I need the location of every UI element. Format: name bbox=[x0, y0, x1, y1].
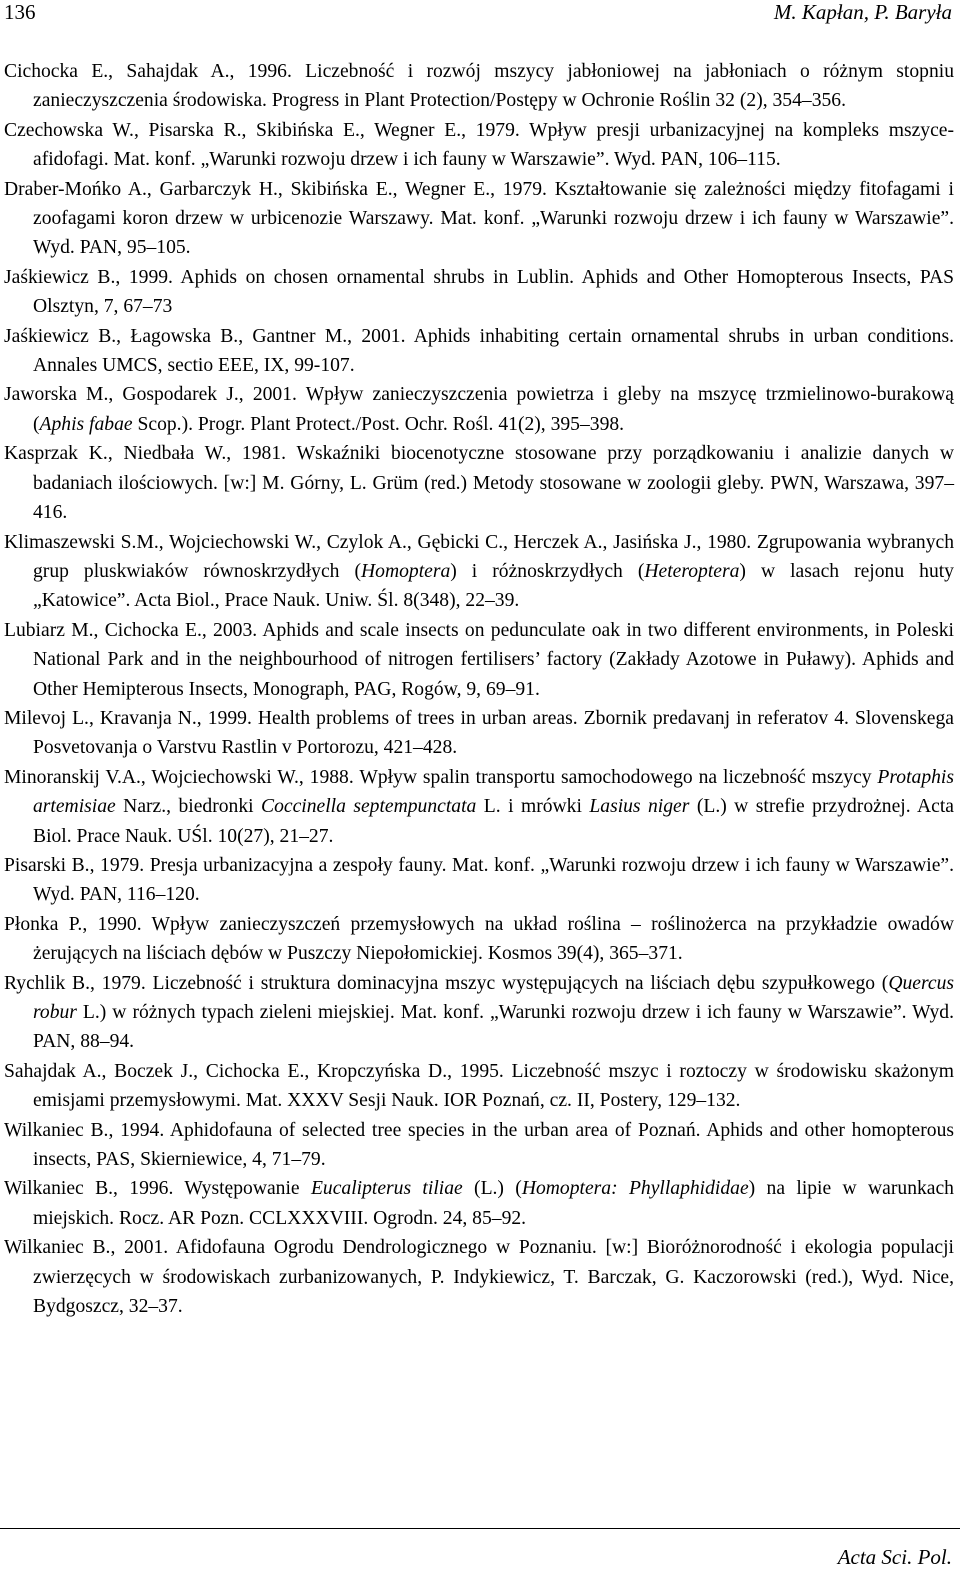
running-head-authors: M. Kapłan, P. Baryła bbox=[773, 0, 952, 24]
reference-text: Czechowska W., Pisarska R., Skibińska E., Wegner E., 1979. Wpływ presji urbanizacyjnej na kompleks mszyce-afidofagi. Mat. konf. „Warunki rozwoju drzew i ich fauny w Warszawie”. Wyd. PAN, 106–115. bbox=[4, 119, 954, 171]
reference-text: L. i mrówki bbox=[476, 796, 590, 818]
reference-text: Wilkaniec B., 1996. Występowanie bbox=[4, 1178, 311, 1200]
reference-text: Jaśkiewicz B., 1999. Aphids on chosen ornamental shrubs in Lublin. Aphids and Other Homopterous Insects, PAS Olsztyn, 7, 67–73 bbox=[4, 266, 954, 318]
reference-text: Jaśkiewicz B., Łagowska B., Gantner M., 2001. Aphids inhabiting certain ornamental shrubs in urban conditions. Annales UMCS, sectio EEE, IX, 99-107. bbox=[4, 325, 954, 377]
reference-entry bbox=[4, 910, 954, 969]
reference-text: Milevoj L., Kravanja N., 1999. Health problems of trees in urban areas. Zbornik predavanj in referatov 4. Slovenskega Posvetovanja o Varstvu Rastlin v Portorozu, 421–428. bbox=[4, 707, 954, 759]
reference-entry bbox=[4, 1116, 954, 1175]
reference-text: Kasprzak K., Niedbała W., 1981. Wskaźniki biocenotyczne stosowane przy porządkowaniu i analizie danych w badaniach ilościowych. [w:] M. Górny, L. Grüm (red.) Metody stosowane w zoologii gleby. PWN, Warszawa, 397–416. bbox=[4, 443, 954, 524]
reference-italic-text: Protaphis artemisiae bbox=[33, 766, 954, 818]
reference-text: ) i różnoskrzydłych ( bbox=[450, 560, 645, 582]
reference-italic-text: Homoptera: Phyllaphididae bbox=[521, 1178, 749, 1200]
reference-text: Draber-Mońko A., Garbarczyk H., Skibińska E., Wegner E., 1979. Kształtowanie się zależności między fitofagami i zoofagami koron drzew w urbicenozie Warszawy. Mat. konf. „Warunki rozwoju drzew i ich fauny w Warszawie”. Wyd. PAN, 95–105. bbox=[4, 178, 954, 259]
reference-italic-text: Eucalipterus tiliae bbox=[310, 1178, 463, 1200]
reference-text: Płonka P., 1990. Wpływ zanieczyszczeń przemysłowych na układ roślina – roślinożerca na przykładzie owadów żerujących na liściach dębów w Puszczy Niepołomickiej. Kosmos 39(4), 365–371. bbox=[4, 913, 954, 965]
reference-entry bbox=[4, 616, 954, 704]
reference-entry bbox=[4, 1174, 954, 1233]
reference-text: Wilkaniec B., 1994. Aphidofauna of selected tree species in the urban area of Poznań. Aphids and other homopterous insects, PAS, Skierniewice, 4, 71–79. bbox=[4, 1119, 954, 1171]
reference-entry bbox=[4, 704, 954, 763]
reference-entry bbox=[4, 57, 954, 116]
reference-text: ) w lasach rejonu huty „Katowice”. Acta Biol., Prace Nauk. Uniw. Śl. 8(348), 22–39. bbox=[33, 560, 954, 612]
reference-text: (L.) ( bbox=[462, 1178, 522, 1200]
reference-text: Cichocka E., Sahajdak A., 1996. Liczebność i rozwój mszycy jabłoniowej na jabłoniach o różnym stopniu zanieczyszczenia środowiska. Progress in Plant Protection/Postępy w Ochronie Roślin 32 (2), 354–356. bbox=[4, 61, 954, 112]
footer-divider bbox=[0, 1528, 960, 1529]
reference-text: Klimaszewski S.M., Wojciechowski W., Czylok A., Gębicki C., Herczek A., Jasińska J., 1980. Zgrupowania wybranych grup pluskwiaków równoskrzydłych ( bbox=[4, 531, 954, 582]
reference-entry bbox=[4, 851, 954, 910]
page-number: 136 bbox=[4, 0, 36, 24]
footer-journal-name: Acta Sci. Pol. bbox=[837, 1545, 952, 1569]
reference-italic-text: Quercus robur bbox=[33, 972, 954, 1023]
reference-italic-text: Aphis fabae bbox=[39, 413, 133, 435]
reference-text: Minoranskij V.A., Wojciechowski W., 1988. Wpływ spalin transportu samochodowego na liczebność mszycy bbox=[4, 766, 878, 788]
reference-entry bbox=[4, 175, 954, 263]
reference-entry bbox=[4, 763, 954, 851]
reference-entry bbox=[4, 1233, 954, 1321]
reference-italic-text: Coccinella septempunctata bbox=[261, 796, 477, 818]
reference-list bbox=[4, 57, 954, 1321]
reference-text: L.) w różnych typach zieleni miejskiej. Mat. konf. „Warunki rozwoju drzew i ich fauny w Warszawie”. Wyd. PAN, 88–94. bbox=[33, 1002, 954, 1053]
reference-text: (L.) w strefie przydrożnej. Acta Biol. Prace Nauk. UŚl. 10(27), 21–27. bbox=[33, 796, 954, 847]
reference-entry bbox=[4, 263, 954, 322]
reference-entry bbox=[4, 1057, 954, 1116]
reference-text: Sahajdak A., Boczek J., Cichocka E., Kropczyńska D., 1995. Liczebność mszyc i roztoczy w środowisku skażonym emisjami przemysłowymi. Mat. XXXV Sesji Nauk. IOR Poznań, cz. II, Postery, 129–132. bbox=[4, 1060, 954, 1112]
reference-entry bbox=[4, 116, 954, 175]
reference-entry bbox=[4, 322, 954, 381]
reference-italic-text: Homoptera bbox=[361, 560, 451, 582]
reference-text: Scop.). Progr. Plant Protect./Post. Ochr. Rośl. 41(2), 395–398. bbox=[132, 413, 625, 435]
reference-text: Pisarski B., 1979. Presja urbanizacyjna a zespoły fauny. Mat. konf. „Warunki rozwoju drzew i ich fauny w Warszawie”. Wyd. PAN, 116–120. bbox=[4, 854, 954, 906]
reference-entry bbox=[4, 528, 954, 616]
reference-entry bbox=[4, 969, 954, 1057]
reference-text: Rychlik B., 1979. Liczebność i struktura dominacyjna mszyc występujących na liściach dębu szypułkowego ( bbox=[4, 972, 889, 994]
reference-text: Wilkaniec B., 2001. Afidofauna Ogrodu Dendrologicznego w Poznaniu. [w:] Bioróżnorodność i ekologia populacji zwierzęcych w środowiskach zurbanizowanych, P. Indykiewicz, T. Barczak, G. Kaczorowski (red.), Wyd. Nice, Bydgoszcz, 32–37. bbox=[4, 1237, 954, 1318]
reference-entry bbox=[4, 439, 954, 527]
reference-italic-text: Lasius niger bbox=[589, 796, 690, 818]
reference-text: Jaworska M., Gospodarek J., 2001. Wpływ zanieczyszczenia powietrza i gleby na mszycę trzmielinowo-burakową ( bbox=[4, 384, 954, 435]
reference-text: Narz., biedronki bbox=[115, 796, 262, 818]
page-header bbox=[4, 0, 952, 28]
reference-italic-text: Heteroptera bbox=[644, 560, 740, 582]
reference-text: Lubiarz M., Cichocka E., 2003. Aphids and scale insects on pedunculate oak in two different environments, in Poleski National Park and in the neighbourhood of nitrogen fertilisers’ factory (Zakłady Azotowe in Puławy). Aphids and Other Hemipterous Insects, Monograph, PAG, Rogów, 9, 69–91. bbox=[4, 619, 954, 700]
reference-text: ) na lipie w warunkach miejskich. Rocz. AR Pozn. CCLXXXVIII. Ogrodn. 24, 85–92. bbox=[33, 1178, 954, 1229]
reference-entry bbox=[4, 380, 954, 439]
